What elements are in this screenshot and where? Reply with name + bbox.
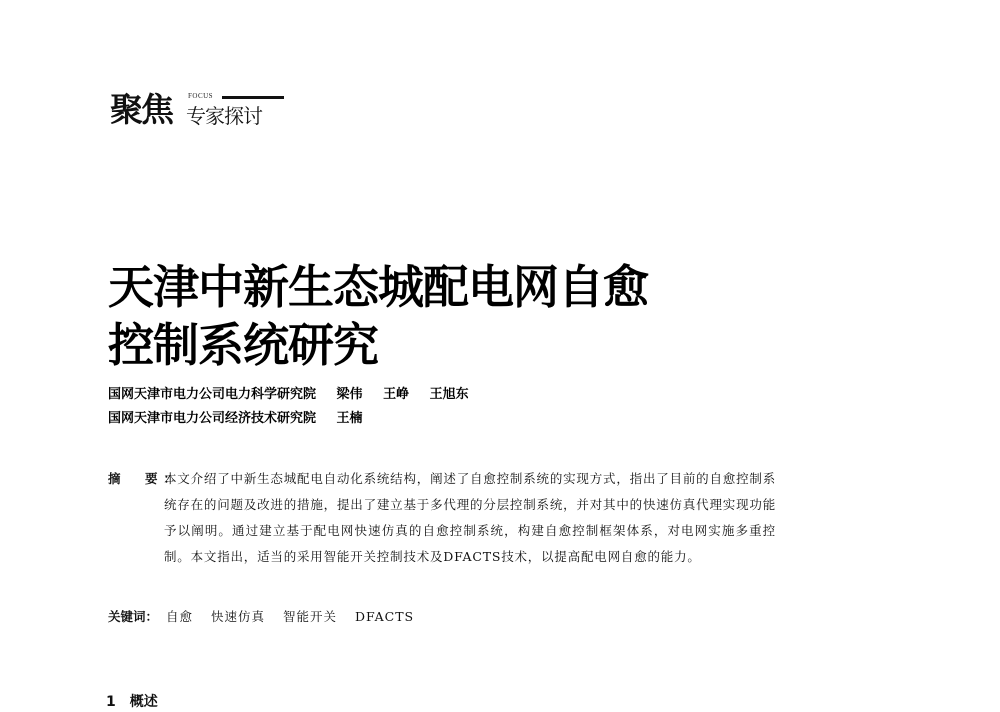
keyword: 自愈 bbox=[166, 609, 194, 624]
abstract-text: 本文介绍了中新生态城配电自动化系统结构，阐述了自愈控制系统的实现方式，指出了目前的自愈控制系统存在的问题及改进的措施，提出了建立基于多代理的分层控制系统，并对其中的快速仿真代理实现功能予以阐明。通过建立基于配电网快速仿真的自愈控制系统，构建自愈控制框架体系，对电网实施多重控制。本文指出，适当的采用智能开关控制技术及DFACTS技术，以提高配电网自愈的能力。 bbox=[164, 471, 776, 564]
keyword: 快速仿真 bbox=[211, 609, 266, 624]
affiliation-org: 国网天津市电力公司电力科学研究院 bbox=[108, 387, 317, 402]
column-logo-bar bbox=[222, 96, 284, 99]
column-logo-subtitle: 专家探讨 bbox=[186, 104, 262, 128]
keyword: 智能开关 bbox=[283, 609, 338, 624]
keywords bbox=[108, 604, 428, 630]
author-name: 王楠 bbox=[336, 411, 363, 426]
keywords-label: 关键词： bbox=[108, 609, 159, 624]
article-title-line-1: 天津中新生态城配电网自愈 bbox=[108, 260, 648, 314]
author-name: 王旭东 bbox=[429, 387, 469, 402]
section-heading bbox=[106, 692, 158, 712]
abstract-label: 摘 要： bbox=[108, 471, 183, 486]
column-logo bbox=[110, 86, 285, 134]
column-logo-main: 聚焦 bbox=[110, 90, 172, 129]
keyword: DFACTS bbox=[355, 609, 415, 624]
affiliation-org: 国网天津市电力公司经济技术研究院 bbox=[108, 411, 317, 426]
affiliation-line bbox=[108, 410, 363, 428]
section-number: 1 bbox=[106, 694, 116, 710]
article-title-line-2: 控制系统研究 bbox=[108, 318, 378, 372]
column-logo-focus: FOCUS bbox=[188, 92, 214, 100]
section-title: 概述 bbox=[129, 694, 158, 710]
author-name: 王峥 bbox=[383, 387, 410, 402]
abstract bbox=[108, 466, 776, 570]
article-title bbox=[108, 258, 648, 374]
author-name: 梁伟 bbox=[336, 387, 363, 402]
affiliation-line bbox=[108, 386, 469, 404]
